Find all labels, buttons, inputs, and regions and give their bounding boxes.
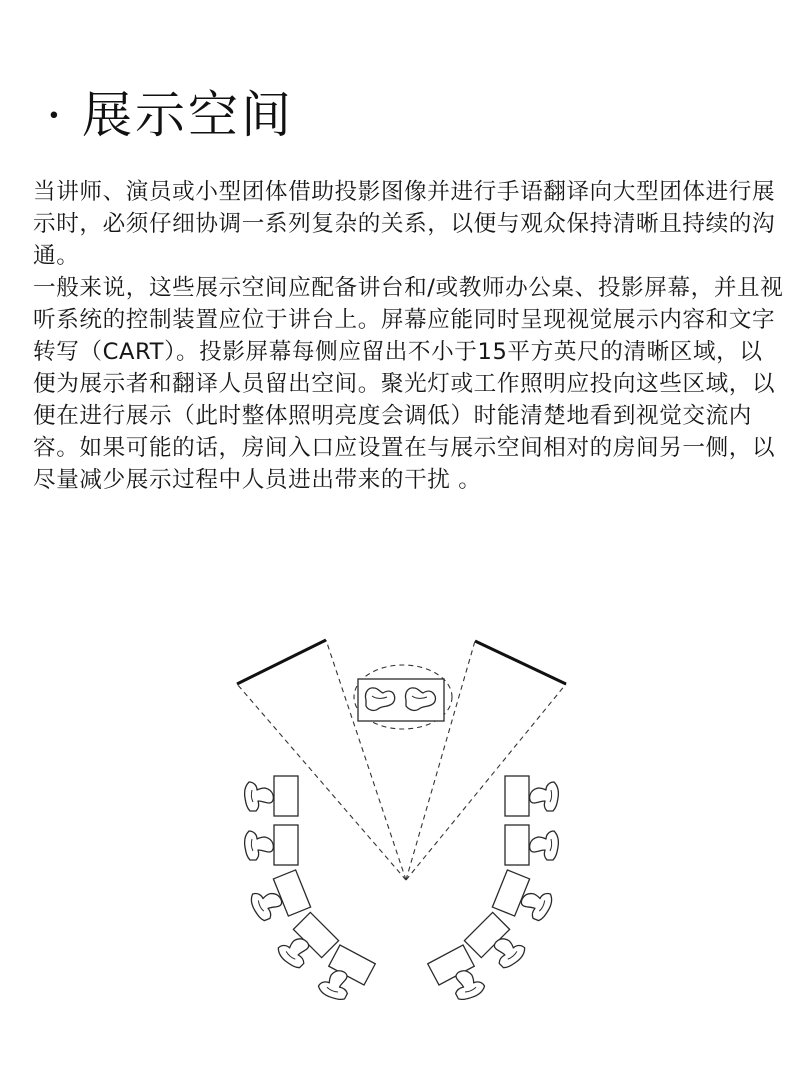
seat-right-1: [505, 776, 558, 816]
seat-left-3: [249, 870, 311, 923]
title-text: 展示空间: [82, 86, 294, 144]
paragraph-2: 一般来说，这些展示空间应配备讲台和/或教师办公桌、投影屏幕，并且视听系统的控制装置应位于讲台上。屏幕应能同时呈现视觉展示内容和文字转写（CART）。投影屏幕每侧应留出不小于15平方英尺的清晰区域，以便为展示者和翻译人员留出空间。聚光灯或工作照明应投向这些区域，以便在进行展示（此时整体照明亮度会调低）时能清楚地看到视觉交流内容。如果可能的话，房间入口应设置在与展示空间相对的房间另一侧，以尽量减少展示过程中人员进出带来的干扰 。: [33, 275, 784, 493]
title-bullet: ·: [46, 86, 65, 144]
seat-right-2: [505, 825, 558, 865]
lectern-area: [354, 665, 452, 729]
projection-screen-right: [475, 641, 566, 684]
seat-right-4: [464, 912, 527, 971]
projection-screen-left: [237, 640, 326, 684]
presentation-space-diagram: [0, 600, 811, 1070]
body-text: [33, 176, 785, 496]
seat-left-2: [245, 825, 298, 865]
paragraph-1: 当讲师、演员或小型团体借助投影图像并进行手语翻译向大型团体进行展示时，必须仔细协调一系列复杂的关系，以便与观众保持清晰且持续的沟通。: [33, 179, 776, 269]
seat-right-3: [492, 870, 554, 923]
seat-left-4: [275, 912, 338, 971]
seat-left-1: [245, 776, 298, 816]
page-title: [46, 80, 294, 150]
